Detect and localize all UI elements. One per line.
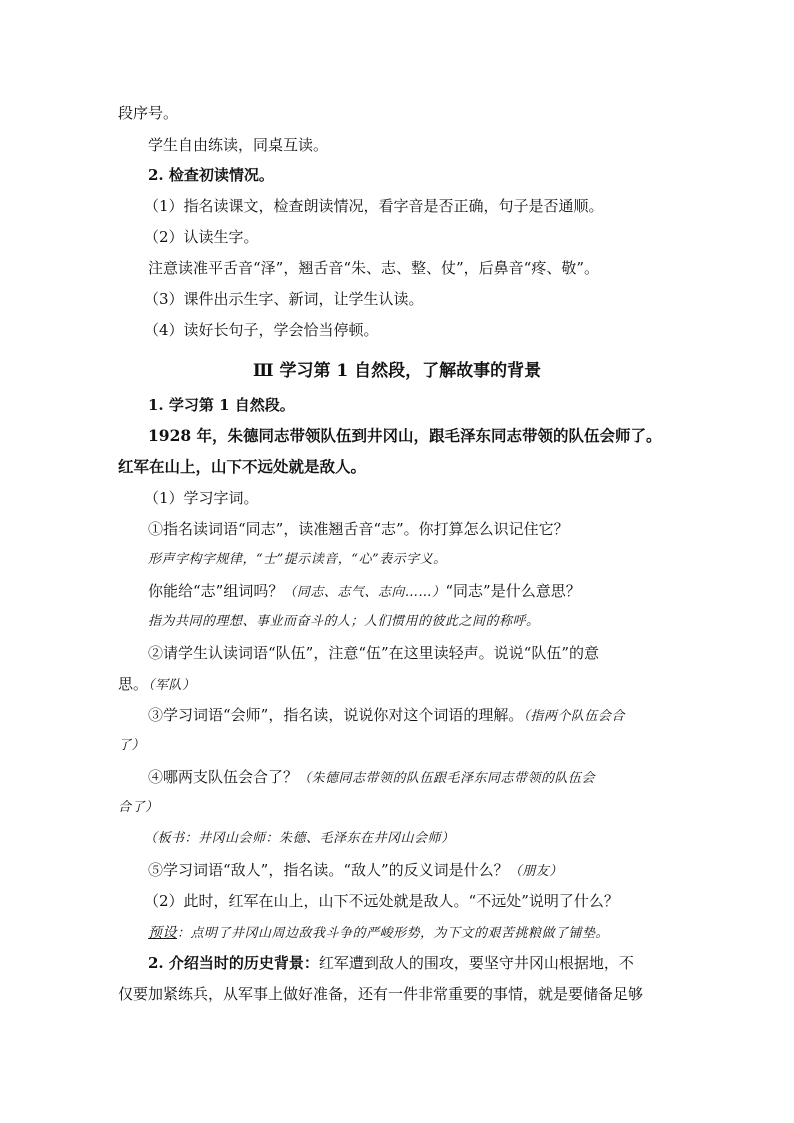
text-line: （3）课件出示生字、新词，让学生认读。 [144, 290, 424, 308]
answer-note: 指为共同的理想、事业而奋斗的人；人们惯用的彼此之间的称呼。 [148, 614, 540, 629]
text-line: （4）读好长句子，学会恰当停顿。 [144, 321, 379, 339]
text-line [148, 923, 609, 943]
text-line: （2）此时，红军在山上，山下不远处就是敌人。“不远处”说明了什么？ [144, 892, 619, 910]
answer-note: （朋友） [508, 864, 563, 879]
text-line [148, 954, 634, 972]
answer-note: 了） [118, 738, 146, 753]
text-line: ①指名读词语“同志”，读准翘舌音“志”。你打算怎么识记住它？ [148, 520, 569, 538]
answer-note: （军队） [148, 678, 196, 693]
text-line: 注意读准平舌音“泽”，翘舌音“朱、志、整、仗”，后鼻音“疼、敬”。 [148, 259, 600, 277]
answer-note: 合了） [118, 800, 159, 815]
text-line: 段序号。 [118, 104, 179, 122]
quoted-text: 红军在山上，山下不远处就是敌人。 [118, 457, 367, 476]
board-note: （板书：井冈山会师：朱德、毛泽东在井冈山会师） [144, 831, 455, 846]
subheading: 2. 检查初读情况。 [148, 166, 274, 184]
subheading: 1. 学习第 1 自然段。 [148, 396, 295, 414]
text-span: ③学习词语“会师”，指名读，说说你对这个词语的理解。 [148, 706, 524, 724]
text-span: 红军遭到敌人的围攻，要坚守井冈山根据地，不 [318, 954, 634, 972]
subheading: 2. 介绍当时的历史背景： [148, 954, 319, 972]
text-line: 仅要加紧练兵，从军事上做好准备，还有一件非常重要的事情，就是要储备足够 [118, 985, 644, 1003]
answer-note: （指两个队伍会合 [523, 709, 625, 724]
answer-note: 形声字构字规律，“士”提示读音，“心”表示字义。 [148, 552, 447, 567]
preset-label: 预设 [148, 925, 177, 941]
text-line [118, 675, 196, 695]
answer-note: （朱德同志带领的队伍跟毛泽东同志带领的队伍会 [298, 771, 596, 786]
question-text: 你能给“志”组词吗？ [148, 582, 284, 600]
text-line [148, 861, 563, 881]
text-span: 思。 [118, 675, 149, 693]
text-line: 学生自由练读，同桌互读。 [148, 136, 329, 154]
section-heading: Ⅲ 学习第 1 自然段，了解故事的背景 [252, 361, 542, 381]
text-line [148, 706, 625, 726]
question-text: “同志”是什么意思？ [445, 582, 581, 600]
text-line: ②请学生认读词语“队伍”，注意“伍”在这里读轻声。说说“队伍”的意 [148, 644, 600, 662]
text-line [148, 582, 581, 602]
text-span: ⑤学习词语“敌人”，指名读。“敌人”的反义词是什么？ [148, 861, 509, 879]
text-line [148, 768, 595, 788]
text-line: （1）指名读课文，检查朗读情况，看字音是否正确，句子是否通顺。 [144, 197, 604, 215]
text-line: （2）认读生字。 [144, 228, 259, 246]
answer-note: ：点明了井冈山周边敌我斗争的严峻形势，为下文的艰苦挑粮做了铺垫。 [177, 926, 610, 941]
text-line: （1）学习字词。 [144, 489, 259, 507]
answer-note: （同志、志气、志向……） [283, 585, 446, 600]
text-span: ④哪两支队伍会合了？ [148, 768, 299, 786]
quoted-text: 1928 年，朱德同志带领队伍到井冈山，跟毛泽东同志带领的队伍会师了。 [148, 426, 662, 445]
